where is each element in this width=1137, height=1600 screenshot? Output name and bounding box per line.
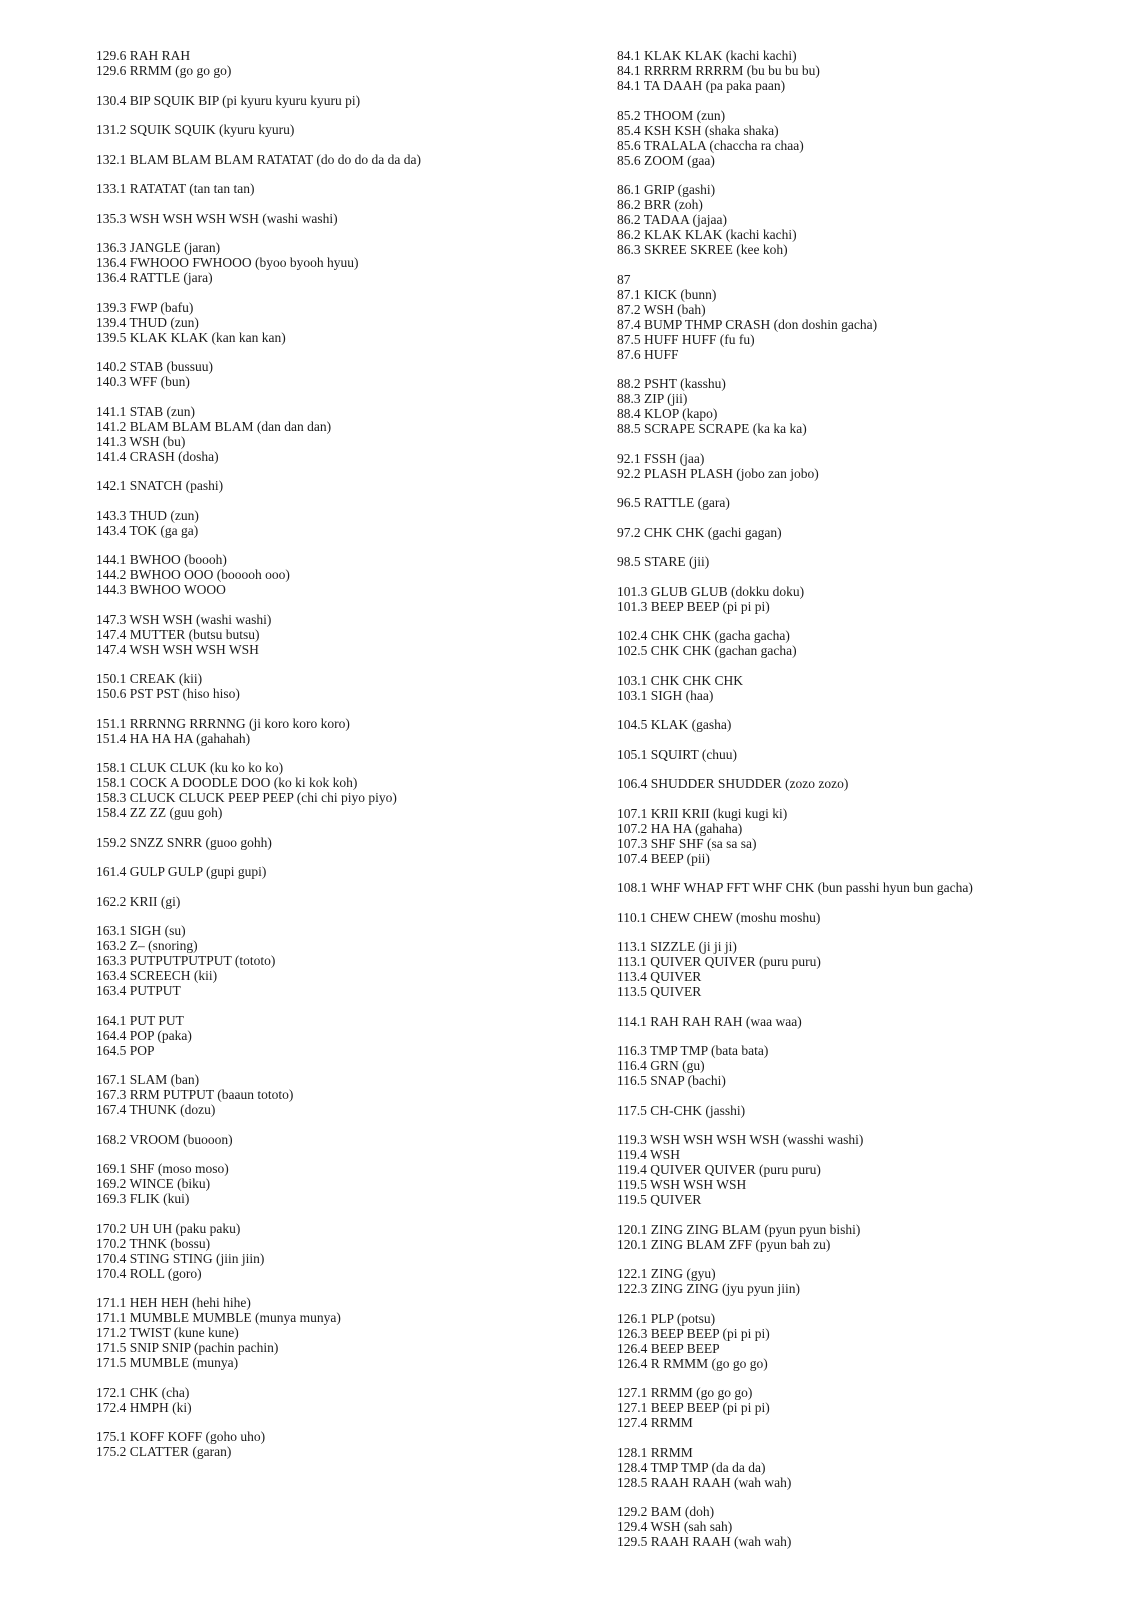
sfx-line: 119.4 QUIVER QUIVER (puru puru) — [617, 1162, 821, 1177]
sfx-group — [96, 1013, 596, 1058]
sfx-line: 119.5 QUIVER — [617, 1192, 702, 1207]
sfx-line: 175.1 KOFF KOFF (goho uho) — [96, 1429, 266, 1444]
sfx-group — [617, 776, 1117, 791]
sfx-group — [617, 673, 1117, 703]
sfx-line: 131.2 SQUIK SQUIK (kyuru kyuru) — [96, 122, 295, 137]
sfx-line: 163.4 PUTPUT — [96, 983, 181, 998]
sfx-line: 163.4 SCREECH (kii) — [96, 968, 218, 983]
sfx-line: 88.3 ZIP (jii) — [617, 391, 688, 406]
sfx-line: 107.1 KRII KRII (kugi kugi ki) — [617, 805, 788, 821]
sfx-line: 129.6 RRMM (go go go) — [96, 63, 232, 78]
sfx-line: 127.1 RRMM (go go go) — [617, 1385, 753, 1400]
sfx-line: 84.1 TA DAAH (pa paka paan) — [617, 78, 786, 93]
sfx-line: 129.2 BAM (doh) — [617, 1504, 715, 1519]
sfx-group — [617, 1266, 1117, 1296]
sfx-group — [96, 923, 596, 998]
sfx-line: 98.5 STARE (jii) — [617, 554, 710, 569]
sfx-group — [96, 1161, 596, 1206]
sfx-line: 86.1 GRIP (gashi) — [617, 182, 716, 197]
sfx-line: 167.3 RRM PUTPUT (baaun tototo) — [96, 1087, 294, 1102]
sfx-line: 139.4 THUD (zun) — [96, 314, 199, 330]
sfx-line: 170.4 STING STING (jiin jiin) — [96, 1250, 265, 1266]
sfx-line: 86.3 SKREE SKREE (kee koh) — [617, 242, 788, 257]
sfx-line: 141.1 STAB (zun) — [96, 403, 196, 419]
sfx-line: 164.5 POP — [96, 1042, 155, 1058]
sfx-line: 87.6 HUFF — [617, 346, 679, 362]
sfx-line: 85.6 ZOOM (gaa) — [617, 152, 715, 168]
sfx-group — [96, 478, 596, 493]
sfx-group — [96, 122, 596, 137]
sfx-line: 92.2 PLASH PLASH (jobo zan jobo) — [617, 465, 819, 481]
sfx-group — [617, 1504, 1117, 1549]
sfx-line: 169.2 WINCE (biku) — [96, 1176, 211, 1191]
sfx-group — [617, 939, 1117, 999]
sfx-group — [96, 835, 596, 850]
sfx-group — [96, 404, 596, 464]
sfx-line: 158.4 ZZ ZZ (guu goh) — [96, 805, 223, 820]
sfx-line: 143.3 THUD (zun) — [96, 507, 199, 523]
sfx-line: 139.3 FWP (bafu) — [96, 299, 194, 315]
sfx-group — [617, 495, 1117, 510]
sfx-line: 144.2 BWHOO OOO (booooh ooo) — [96, 567, 290, 582]
sfx-group — [617, 880, 1117, 895]
sfx-line: 105.1 SQUIRT (chuu) — [617, 746, 738, 762]
sfx-group — [617, 451, 1117, 481]
sfx-line: 144.1 BWHOO (boooh) — [96, 552, 227, 567]
sfx-line: 119.3 WSH WSH WSH WSH (wasshi washi) — [617, 1132, 864, 1147]
sfx-group — [96, 1295, 596, 1370]
sfx-line: 97.2 CHK CHK (gachi gagan) — [617, 524, 782, 540]
sfx-line: 113.5 QUIVER — [617, 984, 702, 999]
sfx-group — [617, 628, 1117, 658]
sfx-line: 170.2 UH UH (paku paku) — [96, 1220, 241, 1236]
sfx-group — [96, 1072, 596, 1117]
sfx-line: 87.1 KICK (bunn) — [617, 286, 717, 302]
sfx-line: 126.4 R RMMM (go go go) — [617, 1355, 768, 1371]
sfx-line: 119.5 WSH WSH WSH — [617, 1177, 747, 1192]
sfx-line: 107.2 HA HA (gahaha) — [617, 820, 743, 836]
sfx-group — [96, 181, 596, 196]
sfx-line: 171.1 MUMBLE MUMBLE (munya munya) — [96, 1310, 341, 1325]
sfx-group — [617, 584, 1117, 614]
sfx-line: 84.1 KLAK KLAK (kachi kachi) — [617, 48, 797, 63]
sfx-group — [96, 300, 596, 345]
sfx-line: 169.3 FLIK (kui) — [96, 1191, 190, 1206]
sfx-line: 107.4 BEEP (pii) — [617, 850, 710, 866]
sfx-line: 85.2 THOOM (zun) — [617, 107, 726, 123]
sfx-line: 85.6 TRALALA (chaccha ra chaa) — [617, 137, 804, 153]
sfx-line: 162.2 KRII (gi) — [96, 893, 181, 909]
sfx-line: 85.4 KSH KSH (shaka shaka) — [617, 122, 779, 138]
sfx-line: 171.5 MUMBLE (munya) — [96, 1355, 239, 1370]
sfx-line: 104.5 KLAK (gasha) — [617, 717, 732, 732]
sfx-line: 87 — [617, 271, 631, 287]
sfx-group — [617, 1385, 1117, 1430]
sfx-line: 129.5 RAAH RAAH (wah wah) — [617, 1534, 792, 1549]
sfx-line: 141.4 CRASH (dosha) — [96, 448, 219, 464]
sfx-line: 84.1 RRRRM RRRRM (bu bu bu bu) — [617, 63, 820, 78]
sfx-line: 128.5 RAAH RAAH (wah wah) — [617, 1474, 792, 1490]
sfx-line: 164.4 POP (paka) — [96, 1027, 192, 1043]
sfx-line: 128.1 RRMM — [617, 1444, 693, 1460]
sfx-line: 133.1 RATATAT (tan tan tan) — [96, 181, 255, 196]
sfx-group — [617, 1222, 1117, 1252]
sfx-line: 167.4 THUNK (dozu) — [96, 1102, 216, 1117]
sfx-line: 150.6 PST PST (hiso hiso) — [96, 686, 240, 701]
sfx-line: 127.1 BEEP BEEP (pi pi pi) — [617, 1400, 770, 1415]
sfx-line: 102.5 CHK CHK (gachan gacha) — [617, 643, 797, 658]
sfx-line: 161.4 GULP GULP (gupi gupi) — [96, 864, 267, 879]
sfx-line: 106.4 SHUDDER SHUDDER (zozo zozo) — [617, 776, 849, 791]
sfx-line: 142.1 SNATCH (pashi) — [96, 478, 224, 493]
sfx-line: 101.3 BEEP BEEP (pi pi pi) — [617, 598, 770, 614]
right-column — [617, 48, 1117, 1564]
sfx-group — [96, 1429, 596, 1459]
sfx-line: 119.4 WSH — [617, 1147, 681, 1162]
sfx-line: 130.4 BIP SQUIK BIP (pi kyuru kyuru kyuru pi) — [96, 92, 361, 108]
left-column — [96, 48, 596, 1474]
sfx-line: 102.4 CHK CHK (gacha gacha) — [617, 628, 790, 643]
sfx-line: 144.3 BWHOO WOOO — [96, 582, 226, 597]
sfx-group — [617, 747, 1117, 762]
sfx-line: 116.5 SNAP (bachi) — [617, 1073, 726, 1088]
sfx-group — [617, 1014, 1117, 1029]
sfx-line: 87.5 HUFF HUFF (fu fu) — [617, 331, 755, 347]
sfx-line: 151.4 HA HA HA (gahahah) — [96, 730, 251, 746]
sfx-group — [617, 1445, 1117, 1490]
sfx-line: 141.3 WSH (bu) — [96, 433, 186, 449]
sfx-line: 116.3 TMP TMP (bata bata) — [617, 1043, 769, 1058]
sfx-group — [617, 554, 1117, 569]
sfx-group — [96, 760, 596, 820]
sfx-group — [96, 612, 596, 657]
sfx-line: 150.1 CREAK (kii) — [96, 671, 203, 686]
sfx-group — [617, 108, 1117, 168]
sfx-group — [96, 1385, 596, 1415]
sfx-group — [617, 910, 1117, 925]
sfx-line: 163.1 SIGH (su) — [96, 923, 186, 938]
sfx-line: 103.1 SIGH (haa) — [617, 687, 714, 703]
sfx-line: 129.4 WSH (sah sah) — [617, 1519, 733, 1534]
sfx-group — [617, 525, 1117, 540]
sfx-group — [96, 894, 596, 909]
sfx-group — [617, 376, 1117, 436]
sfx-line: 147.4 WSH WSH WSH WSH — [96, 641, 259, 657]
sfx-group — [617, 272, 1117, 362]
sfx-line: 175.2 CLATTER (garan) — [96, 1444, 232, 1459]
sfx-line: 163.2 Z– (snoring) — [96, 938, 198, 953]
sfx-line: 108.1 WHF WHAP FFT WHF CHK (bun passhi hyun bun gacha) — [617, 880, 973, 895]
sfx-line: 167.1 SLAM (ban) — [96, 1072, 200, 1087]
sfx-line: 132.1 BLAM BLAM BLAM RATATAT (do do do da da da) — [96, 151, 421, 167]
sfx-line: 101.3 GLUB GLUB (dokku doku) — [617, 583, 805, 599]
sfx-line: 114.1 RAH RAH RAH (waa waa) — [617, 1013, 802, 1029]
sfx-group — [617, 48, 1117, 93]
sfx-line: 158.1 COCK A DOODLE DOO (ko ki kok koh) — [96, 775, 358, 790]
sfx-group — [96, 1221, 596, 1281]
sfx-line: 170.2 THNK (bossu) — [96, 1235, 211, 1251]
sfx-line: 136.4 FWHOOO FWHOOO (byoo byooh hyuu) — [96, 255, 359, 270]
sfx-group — [617, 1311, 1117, 1371]
sfx-line: 88.5 SCRAPE SCRAPE (ka ka ka) — [617, 421, 807, 436]
sfx-line: 139.5 KLAK KLAK (kan kan kan) — [96, 329, 286, 345]
sfx-group — [617, 806, 1117, 866]
sfx-line: 151.1 RRRNNG RRRNNG (ji koro koro koro) — [96, 715, 350, 731]
sfx-group — [96, 716, 596, 746]
sfx-line: 168.2 VROOM (buooon) — [96, 1131, 233, 1147]
sfx-line: 103.1 CHK CHK CHK — [617, 672, 744, 688]
sfx-group — [96, 671, 596, 701]
sfx-line: 140.2 STAB (bussuu) — [96, 359, 214, 374]
sfx-line: 147.3 WSH WSH (washi washi) — [96, 611, 272, 627]
sfx-line: 136.4 RATTLE (jara) — [96, 270, 213, 285]
sfx-line: 158.3 CLUCK CLUCK PEEP PEEP (chi chi piyo piyo) — [96, 790, 397, 805]
sfx-line: 159.2 SNZZ SNRR (guoo gohh) — [96, 834, 272, 850]
sfx-line: 113.4 QUIVER — [617, 969, 702, 984]
sfx-line: 128.4 TMP TMP (da da da) — [617, 1459, 766, 1475]
sfx-line: 120.1 ZING ZING BLAM (pyun pyun bishi) — [617, 1221, 861, 1237]
sfx-line: 135.3 WSH WSH WSH WSH (washi washi) — [96, 210, 338, 226]
sfx-line: 171.5 SNIP SNIP (pachin pachin) — [96, 1340, 279, 1355]
sfx-line: 129.6 RAH RAH — [96, 48, 191, 63]
sfx-group — [96, 552, 596, 597]
sfx-line: 172.1 CHK (cha) — [96, 1384, 190, 1400]
sfx-line: 158.1 CLUK CLUK (ku ko ko ko) — [96, 760, 284, 775]
sfx-group — [96, 211, 596, 226]
sfx-line: 143.4 TOK (ga ga) — [96, 522, 199, 538]
sfx-line: 120.1 ZING BLAM ZFF (pyun bah zu) — [617, 1236, 831, 1252]
sfx-group — [96, 864, 596, 879]
sfx-line: 113.1 SIZZLE (ji ji ji) — [617, 939, 737, 954]
sfx-line: 164.1 PUT PUT — [96, 1012, 184, 1028]
sfx-group — [96, 93, 596, 108]
sfx-line: 169.1 SHF (moso moso) — [96, 1161, 229, 1176]
sfx-line: 140.3 WFF (bun) — [96, 374, 190, 389]
sfx-line: 122.3 ZING ZING (jyu pyun jiin) — [617, 1281, 800, 1296]
sfx-line: 87.2 WSH (bah) — [617, 301, 706, 317]
sfx-line: 86.2 TADAA (jajaa) — [617, 212, 728, 227]
sfx-line: 126.3 BEEP BEEP (pi pi pi) — [617, 1325, 770, 1341]
sfx-line: 127.4 RRMM — [617, 1415, 693, 1430]
sfx-line: 96.5 RATTLE (gara) — [617, 495, 730, 510]
sfx-group — [96, 508, 596, 538]
sfx-line: 117.5 CH-CHK (jasshi) — [617, 1102, 746, 1118]
sfx-line: 126.4 BEEP BEEP — [617, 1340, 720, 1356]
sfx-line: 86.2 KLAK KLAK (kachi kachi) — [617, 227, 797, 242]
sfx-group — [617, 182, 1117, 257]
sfx-line: 110.1 CHEW CHEW (moshu moshu) — [617, 909, 821, 925]
sfx-line: 92.1 FSSH (jaa) — [617, 450, 705, 466]
sfx-line: 107.3 SHF SHF (sa sa sa) — [617, 835, 757, 851]
sfx-line: 88.2 PSHT (kasshu) — [617, 376, 726, 391]
sfx-line: 86.2 BRR (zoh) — [617, 197, 703, 212]
sfx-group — [96, 48, 596, 78]
sfx-group — [617, 1132, 1117, 1207]
sfx-line: 87.4 BUMP THMP CRASH (don doshin gacha) — [617, 316, 878, 332]
sfx-line: 170.4 ROLL (goro) — [96, 1265, 202, 1281]
sfx-line: 172.4 HMPH (ki) — [96, 1399, 192, 1415]
sfx-line: 171.2 TWIST (kune kune) — [96, 1325, 239, 1340]
sfx-line: 147.4 MUTTER (butsu butsu) — [96, 626, 260, 642]
sfx-group — [96, 359, 596, 389]
sfx-group — [617, 1043, 1117, 1088]
sfx-line: 122.1 ZING (gyu) — [617, 1266, 716, 1281]
sfx-group — [96, 1132, 596, 1147]
sfx-line: 88.4 KLOP (kapo) — [617, 406, 718, 421]
sfx-line: 126.1 PLP (potsu) — [617, 1310, 716, 1326]
sfx-group — [96, 152, 596, 167]
sfx-line: 116.4 GRN (gu) — [617, 1058, 705, 1073]
sfx-line: 171.1 HEH HEH (hehi hihe) — [96, 1295, 251, 1310]
sfx-group — [617, 717, 1117, 732]
sfx-group — [617, 1103, 1117, 1118]
sfx-line: 113.1 QUIVER QUIVER (puru puru) — [617, 954, 821, 969]
sfx-line: 141.2 BLAM BLAM BLAM (dan dan dan) — [96, 418, 332, 434]
sfx-group — [96, 240, 596, 285]
sfx-line: 163.3 PUTPUTPUTPUT (tototo) — [96, 953, 276, 968]
sfx-line: 136.3 JANGLE (jaran) — [96, 240, 221, 255]
